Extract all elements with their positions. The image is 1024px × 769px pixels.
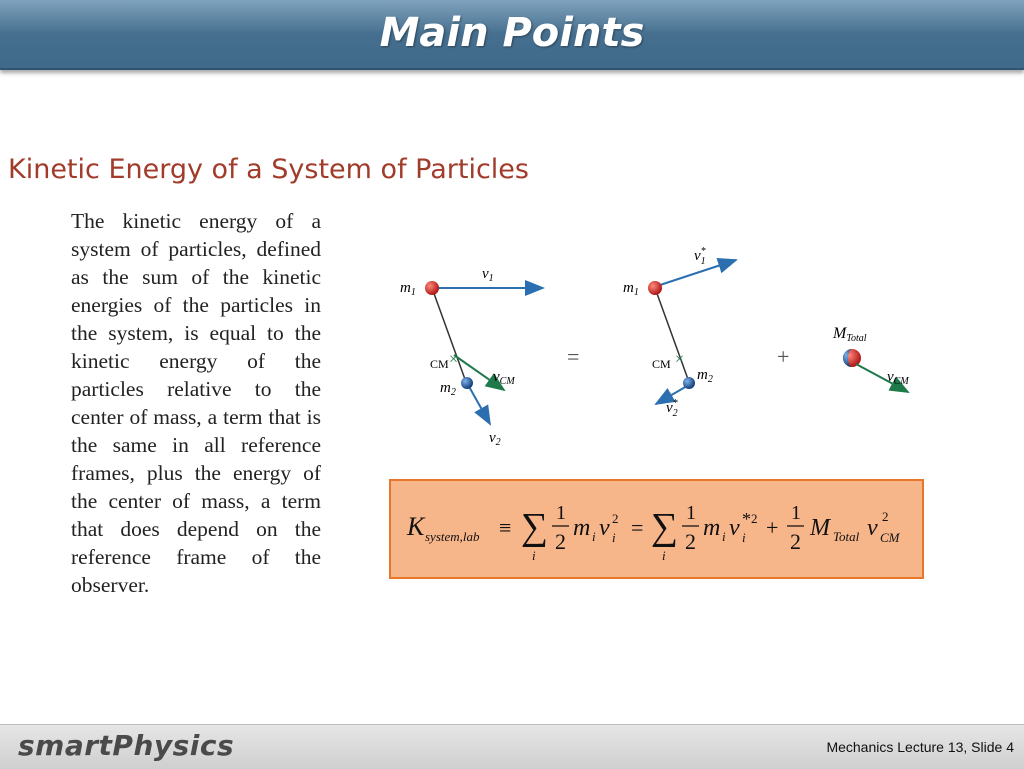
svg-text:m1: $m_1$ <box>623 280 639 298</box>
svg-text:+: + <box>766 515 779 540</box>
svg-text:2: 2 <box>685 529 696 554</box>
body-paragraph: The kinetic energy of a system of particles, defined as the sum of the kinetic energies of the particles in the system, is equal to the kinetic energy of the particles relative to the center of mass, a term that is the same in all reference frames, plus the energy of the center of mass, a term that does depend on the reference frame of the observer. <box>71 209 321 597</box>
svg-text:=: = <box>631 515 644 540</box>
svg-text:2: 2 <box>751 511 758 526</box>
svg-text:∑: ∑ <box>521 506 549 548</box>
particle-m2-cm <box>683 377 695 389</box>
total-mass-system <box>832 325 909 392</box>
slide-number: Mechanics Lecture 13, Slide 4 <box>826 739 1014 755</box>
svg-text:2: 2 <box>612 511 619 526</box>
svg-text:1: 1 <box>791 502 801 524</box>
svg-text:i: i <box>662 548 666 563</box>
footer-bar <box>0 724 1024 769</box>
svg-text:v: v <box>729 515 740 541</box>
svg-text:CM: CM <box>652 357 671 371</box>
particle-m2 <box>461 377 473 389</box>
svg-text:m1: $m_1$ <box>400 280 416 298</box>
svg-text:≡: ≡ <box>499 515 512 540</box>
svg-text:2: 2 <box>555 529 566 554</box>
svg-text:vCM: $v_{CM}$ <box>887 369 909 387</box>
svg-text:v: v <box>599 515 610 541</box>
svg-text:2: 2 <box>882 509 889 524</box>
svg-text:v*2: v* 2 <box>666 398 678 419</box>
svg-text:CM: CM <box>430 357 449 371</box>
slide-title: Main Points <box>379 10 645 56</box>
lab-frame-system <box>400 266 543 448</box>
kinetic-energy-formula <box>391 481 922 577</box>
svg-text:i: i <box>532 548 536 563</box>
svg-text:i: i <box>722 529 726 544</box>
svg-text:M: M <box>810 515 830 541</box>
particle-m1-cm <box>648 281 662 295</box>
equals-sign: = <box>567 344 580 369</box>
particle-system-diagram <box>390 240 930 460</box>
cm-marker-icon: × <box>449 351 459 368</box>
svg-text:m: m <box>703 515 721 541</box>
particle-m1 <box>425 281 439 295</box>
svg-text:1: 1 <box>686 502 696 524</box>
v2-arrow <box>467 383 490 424</box>
title-bar <box>0 0 1024 70</box>
smartphysics-logo: smartPhysics <box>18 729 235 762</box>
section-heading: Kinetic Energy of a System of Particles <box>8 154 529 185</box>
svg-text:∑: ∑ <box>651 506 679 548</box>
svg-text:m: m <box>573 515 591 541</box>
svg-text:i: i <box>742 530 746 545</box>
kinetic-energy-formula-box <box>389 479 924 579</box>
svg-text:MTotal: MTotal <box>833 325 867 344</box>
svg-text:vCM: $v_{CM}$ <box>493 369 515 387</box>
svg-text:2: 2 <box>790 529 801 554</box>
svg-text:m2: $m_2$ <box>440 380 456 398</box>
svg-text:i: i <box>592 529 596 544</box>
svg-text:CM: CM <box>880 530 900 545</box>
svg-text:v*1: v* 1 <box>694 246 706 267</box>
cm-marker-icon-2: × <box>675 351 685 368</box>
svg-text:system,lab: system,lab <box>425 529 480 544</box>
svg-text:i: i <box>612 530 616 545</box>
plus-sign: + <box>777 344 790 369</box>
cm-frame-system <box>623 246 736 419</box>
svg-text:1: 1 <box>556 502 566 524</box>
svg-text:K: K <box>407 512 425 541</box>
svg-text:Total: Total <box>833 529 860 544</box>
svg-text:*: * <box>742 509 751 529</box>
svg-text:m2: $m_2$ <box>697 367 713 385</box>
svg-text:v2: $v_2$ <box>489 430 501 448</box>
svg-text:v1: $v_1$ <box>482 266 494 284</box>
svg-text:v: v <box>867 515 878 541</box>
